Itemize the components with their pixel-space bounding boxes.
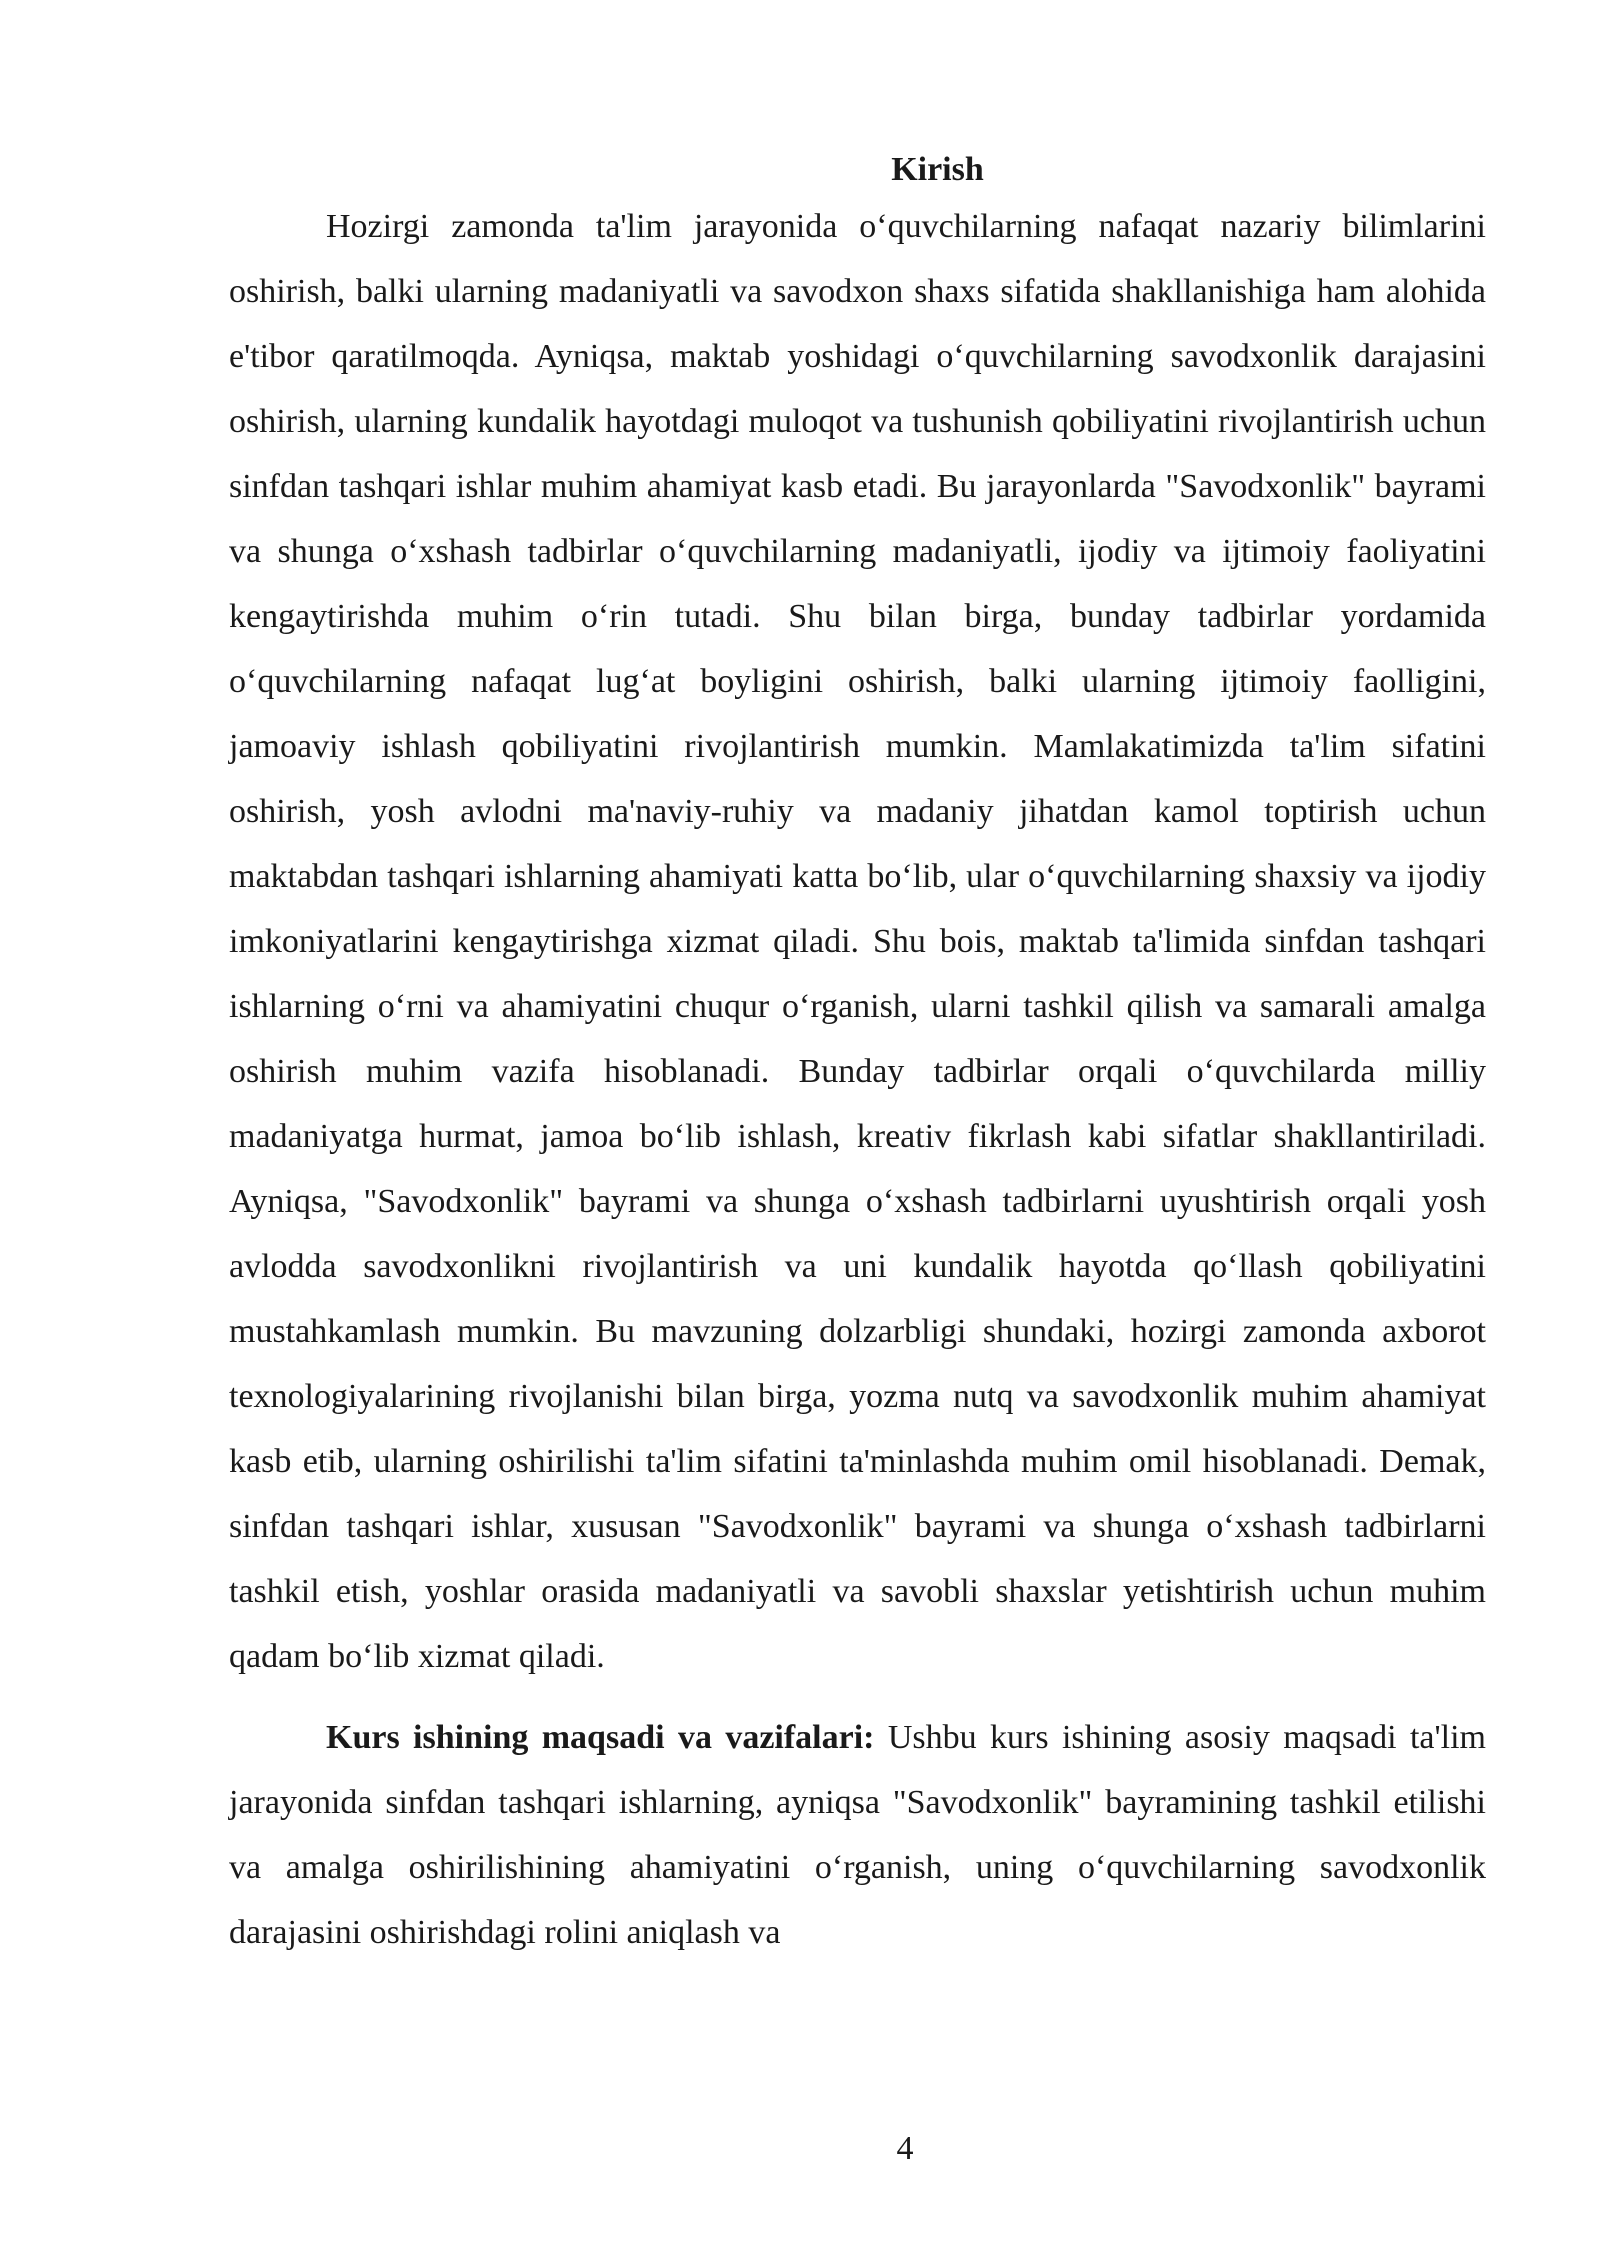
page-content (229, 148, 1486, 1965)
goals-paragraph-body: Ushbu kurs ishining asosiy maqsadi ta'lim jarayonida sinfdan tashqari ishlarning, ayniqsa "Savodxonlik" bayramining tashkil etilishi va amalga oshirilishining ahamiyatini o‘rganish, uning o‘quvchilarning savodxonlik darajasini oshirishdagi rolini aniqlash va (229, 1719, 1486, 1951)
intro-paragraph: Hozirgi zamonda ta'lim jarayonida o‘quvchilarning nafaqat nazariy bilimlarini oshirish, balki ularning madaniyatli va savodxon shaxs sifatida shakllanishiga ham alohida e'tibor qaratilmoqda. Ayniqsa, maktab yoshidagi o‘quvchilarning savodxonlik darajasini oshirish, ularning kundalik hayotdagi muloqot va tushunish qobiliyatini rivojlantirish uchun sinfdan tashqari ishlar muhim ahamiyat kasb etadi. Bu jarayonlarda "Savodxonlik" bayrami va shunga o‘xshash tadbirlar o‘quvchilarning madaniyatli, ijodiy va ijtimoiy faoliyatini kengaytirishda muhim o‘rin tutadi. Shu bilan birga, bunday tadbirlar yordamida o‘quvchilarning nafaqat lug‘at boyligini oshirish, balki ularning ijtimoiy faolligini, jamoaviy ishlash qobiliyatini rivojlantirish mumkin. Mamlakatimizda ta'lim sifatini oshirish, yosh avlodni ma'naviy-ruhiy va madaniy jihatdan kamol toptirish uchun maktabdan tashqari ishlarning ahamiyati katta bo‘lib, ular o‘quvchilarning shaxsiy va ijodiy imkoniyatlarini kengaytirishga xizmat qiladi. Shu bois, maktab ta'limida sinfdan tashqari ishlarning o‘rni va ahamiyatini chuqur o‘rganish, ularni tashkil qilish va samarali amalga oshirish muhim vazifa hisoblanadi. Bunday tadbirlar orqali o‘quvchilarda milliy madaniyatga hurmat, jamoa bo‘lib ishlash, kreativ fikrlash kabi sifatlar shakllantiriladi. Ayniqsa, "Savodxonlik" bayrami va shunga o‘xshash tadbirlarni uyushtirish orqali yosh avlodda savodxonlikni rivojlantirish va uni kundalik hayotda qo‘llash qobiliyatini mustahkamlash mumkin. Bu mavzuning dolzarbligi shundaki, hozirgi zamonda axborot texnologiyalarining rivojlanishi bilan birga, yozma nutq va savodxonlik muhim ahamiyat kasb etib, ularning oshirilishi ta'lim sifatini ta'minlashda muhim omil hisoblanadi. Demak, sinfdan tashqari ishlar, xususan "Savodxonlik" bayrami va shunga o‘xshash tadbirlarni tashkil etish, yoshlar orasida madaniyatli va savobli shaxslar yetishtirish uchun muhim qadam bo‘lib xizmat qiladi. (229, 208, 1486, 1675)
goals-paragraph-lead: Kurs ishining maqsadi va vazifalari: (326, 1719, 875, 1756)
goals-paragraph (229, 1705, 1486, 1965)
section-heading: Kirish (891, 151, 984, 188)
page-number: 4 (896, 2130, 914, 2167)
